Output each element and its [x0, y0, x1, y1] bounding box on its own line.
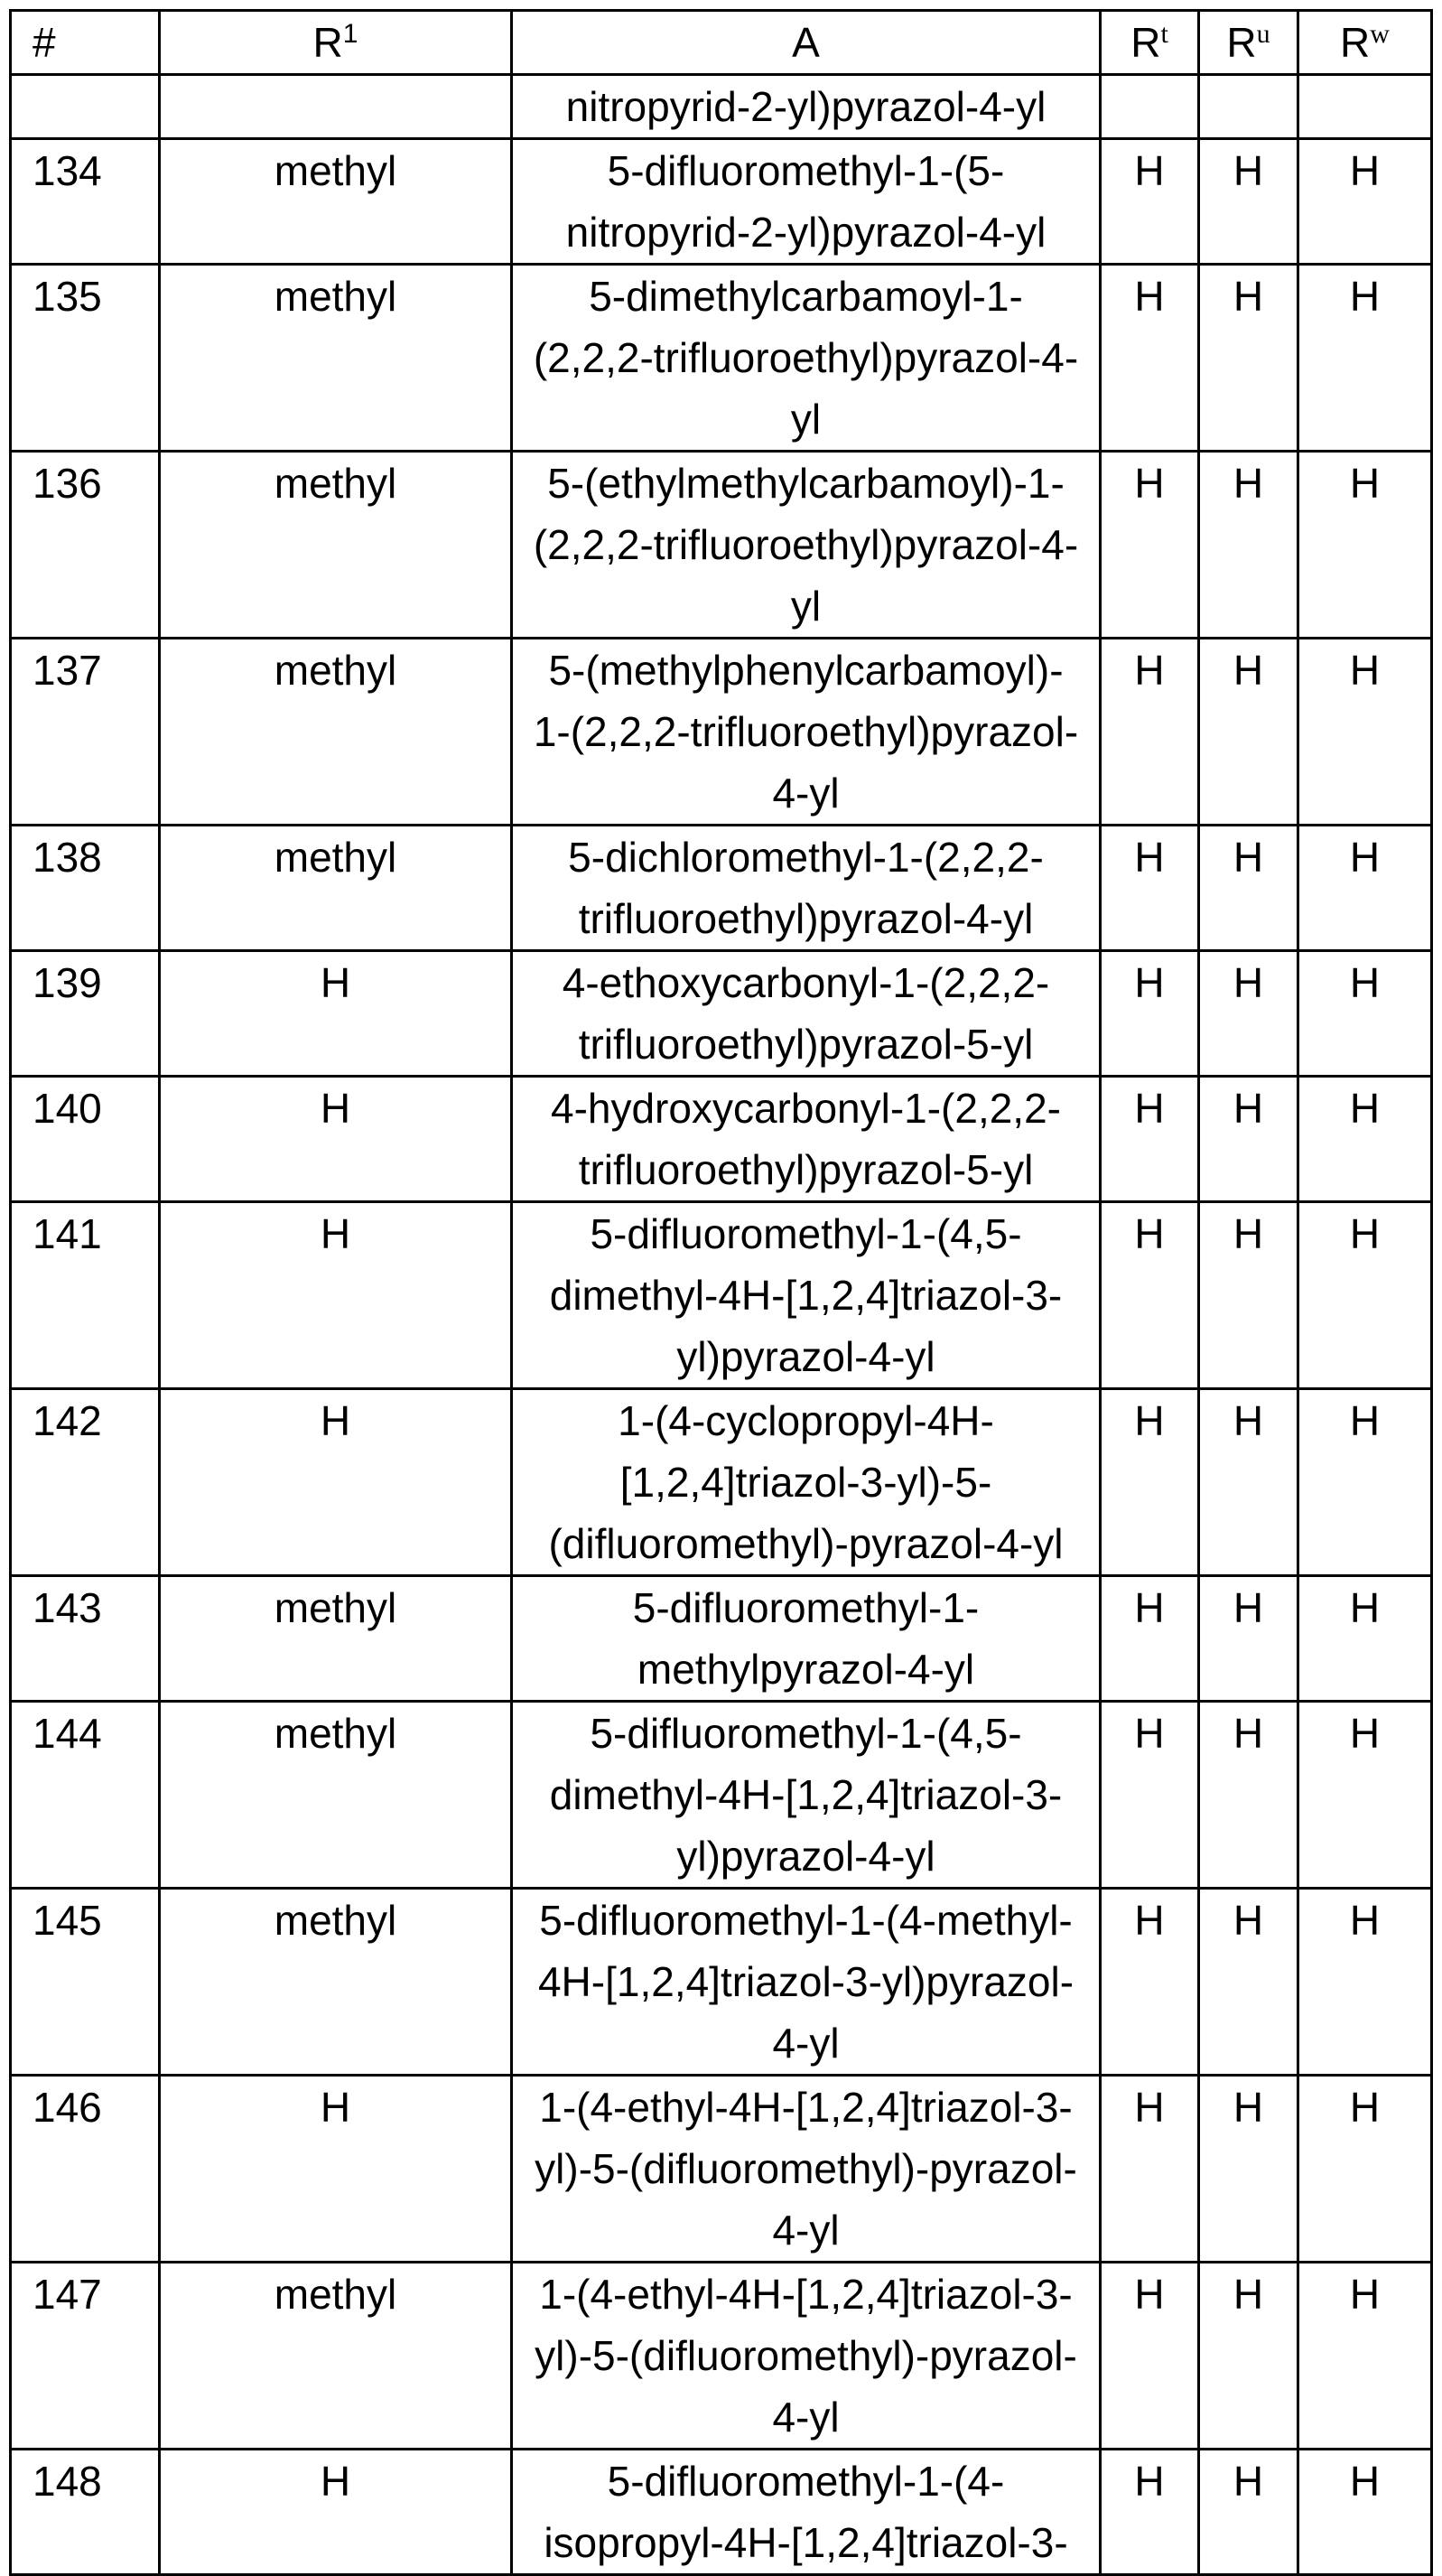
cell-a: 5-difluoromethyl-1- methylpyrazol-4-yl	[512, 1576, 1101, 1702]
cell-number: 141	[11, 1202, 160, 1389]
table-row	[11, 2076, 1432, 2263]
cell-rw: H	[1298, 139, 1432, 265]
table-row	[11, 265, 1432, 452]
cell-rw	[1298, 75, 1432, 139]
table-header-row	[11, 11, 1432, 75]
cell-rw: H	[1298, 1889, 1432, 2076]
cell-r1: methyl	[160, 826, 512, 951]
cell-rw: H	[1298, 1077, 1432, 1202]
cell-a: 5-dimethylcarbamoyl-1- (2,2,2-trifluoroethyl)pyrazol-4- yl	[512, 265, 1101, 452]
cell-ru: H	[1199, 2450, 1298, 2575]
table-row	[11, 75, 1432, 139]
table-row	[11, 139, 1432, 265]
cell-number: 139	[11, 951, 160, 1077]
header-r1	[160, 11, 512, 75]
cell-a: 5-difluoromethyl-1-(4- isopropyl-4H-[1,2,4]triazol-3-	[512, 2450, 1101, 2575]
cell-number: 143	[11, 1576, 160, 1702]
cell-number: 146	[11, 2076, 160, 2263]
cell-r1: methyl	[160, 1889, 512, 2076]
cell-ru: H	[1199, 951, 1298, 1077]
cell-rt: H	[1101, 265, 1199, 452]
cell-r1: methyl	[160, 2263, 512, 2450]
header-ru-superscript: u	[1256, 19, 1270, 49]
header-rw	[1298, 11, 1432, 75]
cell-ru: H	[1199, 2076, 1298, 2263]
cell-ru: H	[1199, 1077, 1298, 1202]
cell-ru: H	[1199, 1702, 1298, 1889]
header-r1-superscript: 1	[342, 19, 358, 49]
cell-rt: H	[1101, 1576, 1199, 1702]
cell-ru: H	[1199, 1889, 1298, 2076]
cell-number: 134	[11, 139, 160, 265]
cell-ru: H	[1199, 1202, 1298, 1389]
cell-number: 144	[11, 1702, 160, 1889]
cell-r1: methyl	[160, 1702, 512, 1889]
cell-r1: H	[160, 1077, 512, 1202]
header-a	[512, 11, 1101, 75]
cell-ru: H	[1199, 452, 1298, 639]
table-row	[11, 2450, 1432, 2575]
cell-number: 145	[11, 1889, 160, 2076]
header-rw-superscript: w	[1370, 19, 1390, 49]
cell-rw: H	[1298, 1389, 1432, 1576]
cell-a: 1-(4-ethyl-4H-[1,2,4]triazol-3- yl)-5-(difluoromethyl)-pyrazol- 4-yl	[512, 2263, 1101, 2450]
header-rt-base: R	[1130, 19, 1161, 66]
header-rt-superscript: t	[1160, 19, 1168, 49]
cell-rw: H	[1298, 1702, 1432, 1889]
cell-a: 5-(methylphenylcarbamoyl)- 1-(2,2,2-trifluoroethyl)pyrazol- 4-yl	[512, 639, 1101, 826]
cell-r1	[160, 75, 512, 139]
table-body	[11, 75, 1432, 2575]
cell-rt: H	[1101, 826, 1199, 951]
cell-a: 5-difluoromethyl-1-(4,5- dimethyl-4H-[1,2,4]triazol-3- yl)pyrazol-4-yl	[512, 1702, 1101, 1889]
cell-number: 138	[11, 826, 160, 951]
header-number-label: #	[33, 19, 56, 66]
cell-a: 5-(ethylmethylcarbamoyl)-1- (2,2,2-trifluoroethyl)pyrazol-4- yl	[512, 452, 1101, 639]
header-rw-base: R	[1340, 19, 1371, 66]
cell-r1: methyl	[160, 639, 512, 826]
header-number	[11, 11, 160, 75]
cell-r1: methyl	[160, 452, 512, 639]
table-row	[11, 452, 1432, 639]
cell-rw: H	[1298, 2076, 1432, 2263]
cell-ru: H	[1199, 265, 1298, 452]
cell-rw: H	[1298, 452, 1432, 639]
cell-ru: H	[1199, 1576, 1298, 1702]
table-row	[11, 1202, 1432, 1389]
table-row	[11, 1702, 1432, 1889]
header-r1-base: R	[312, 19, 343, 66]
cell-rt: H	[1101, 2450, 1199, 2575]
cell-number: 142	[11, 1389, 160, 1576]
cell-a: 4-hydroxycarbonyl-1-(2,2,2- trifluoroethyl)pyrazol-5-yl	[512, 1077, 1101, 1202]
cell-ru: H	[1199, 139, 1298, 265]
cell-number: 135	[11, 265, 160, 452]
table-row	[11, 951, 1432, 1077]
cell-rw: H	[1298, 639, 1432, 826]
table-row	[11, 639, 1432, 826]
cell-rt: H	[1101, 139, 1199, 265]
cell-rw: H	[1298, 951, 1432, 1077]
cell-rt	[1101, 75, 1199, 139]
cell-a: 1-(4-cyclopropyl-4H- [1,2,4]triazol-3-yl)-5- (difluoromethyl)-pyrazol-4-yl	[512, 1389, 1101, 1576]
cell-rt: H	[1101, 2263, 1199, 2450]
table-row	[11, 1077, 1432, 1202]
cell-number: 140	[11, 1077, 160, 1202]
cell-rt: H	[1101, 2076, 1199, 2263]
cell-rt: H	[1101, 1889, 1199, 2076]
cell-rt: H	[1101, 1077, 1199, 1202]
cell-a: 4-ethoxycarbonyl-1-(2,2,2- trifluoroethyl)pyrazol-5-yl	[512, 951, 1101, 1077]
cell-rw: H	[1298, 2450, 1432, 2575]
table-row	[11, 1576, 1432, 1702]
cell-number	[11, 75, 160, 139]
cell-ru: H	[1199, 2263, 1298, 2450]
cell-r1: methyl	[160, 265, 512, 452]
cell-r1: H	[160, 2450, 512, 2575]
cell-r1: H	[160, 1202, 512, 1389]
cell-number: 147	[11, 2263, 160, 2450]
cell-rt: H	[1101, 1702, 1199, 1889]
header-rt	[1101, 11, 1199, 75]
table-row	[11, 1889, 1432, 2076]
cell-number: 136	[11, 452, 160, 639]
cell-r1: H	[160, 2076, 512, 2263]
cell-r1: methyl	[160, 1576, 512, 1702]
cell-ru: H	[1199, 1389, 1298, 1576]
cell-a: 5-dichloromethyl-1-(2,2,2- trifluoroethyl)pyrazol-4-yl	[512, 826, 1101, 951]
cell-ru	[1199, 75, 1298, 139]
cell-r1: H	[160, 951, 512, 1077]
cell-rt: H	[1101, 951, 1199, 1077]
compound-table	[9, 9, 1433, 2576]
cell-rw: H	[1298, 1202, 1432, 1389]
cell-a: 5-difluoromethyl-1-(4,5- dimethyl-4H-[1,2,4]triazol-3- yl)pyrazol-4-yl	[512, 1202, 1101, 1389]
table-row	[11, 826, 1432, 951]
cell-rw: H	[1298, 826, 1432, 951]
cell-rw: H	[1298, 2263, 1432, 2450]
cell-a: nitropyrid-2-yl)pyrazol-4-yl	[512, 75, 1101, 139]
cell-rt: H	[1101, 1202, 1199, 1389]
cell-ru: H	[1199, 826, 1298, 951]
cell-number: 137	[11, 639, 160, 826]
header-ru-base: R	[1226, 19, 1257, 66]
table-row	[11, 2263, 1432, 2450]
cell-a: 1-(4-ethyl-4H-[1,2,4]triazol-3- yl)-5-(difluoromethyl)-pyrazol- 4-yl	[512, 2076, 1101, 2263]
cell-a: 5-difluoromethyl-1-(5- nitropyrid-2-yl)pyrazol-4-yl	[512, 139, 1101, 265]
cell-rw: H	[1298, 265, 1432, 452]
cell-r1: methyl	[160, 139, 512, 265]
table-row	[11, 1389, 1432, 1576]
header-a-label: A	[792, 19, 820, 66]
cell-rt: H	[1101, 1389, 1199, 1576]
header-ru	[1199, 11, 1298, 75]
cell-ru: H	[1199, 639, 1298, 826]
cell-r1: H	[160, 1389, 512, 1576]
cell-a: 5-difluoromethyl-1-(4-methyl- 4H-[1,2,4]triazol-3-yl)pyrazol- 4-yl	[512, 1889, 1101, 2076]
cell-rt: H	[1101, 452, 1199, 639]
cell-rw: H	[1298, 1576, 1432, 1702]
cell-rt: H	[1101, 639, 1199, 826]
cell-number: 148	[11, 2450, 160, 2575]
